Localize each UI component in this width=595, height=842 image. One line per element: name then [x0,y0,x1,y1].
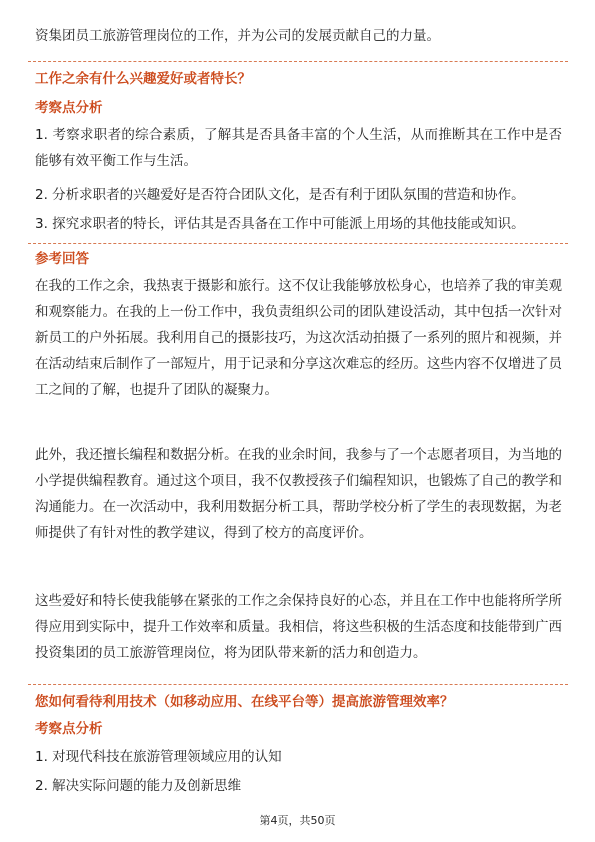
page-number: 第4页，共50页 [259,814,336,827]
analysis-item-5: 2. 解决实际问题的能力及创新思维 [35,778,242,794]
analysis-item-4: 1. 对现代科技在旅游管理领域应用的认知 [35,749,282,765]
question-heading-1: 工作之余有什么兴趣爱好或者特长？ [35,71,251,87]
analysis-title-1: 考察点分析 [35,100,103,116]
answer-paragraph-3: 这些爱好和特长使我能够在紧张的工作之余保持良好的心态，并且在工作中也能将所学所得应用到实际中，提升工作效率和质量。我相信，将这些积极的生活态度和技能带到广西投资集团的员工旅游管理岗位，将为团队带来新的活力和创造力。 [35,593,562,661]
intro-paragraph: 资集团员工旅游管理岗位的工作，并为公司的发展贡献自己的力量。 [35,28,440,44]
section-divider [28,61,568,62]
section-divider [28,243,568,244]
analysis-title-2: 考察点分析 [35,721,103,737]
analysis-item-1: 1. 考察求职者的综合素质，了解其是否具备丰富的个人生活，从而推断其在工作中是否能够有效平衡工作与生活。 [35,127,562,169]
answer-paragraph-1: 在我的工作之余，我热衷于摄影和旅行。这不仅让我能够放松身心，也培养了我的审美观和观察能力。在我的上一份工作中，我负责组织公司的团队建设活动，其中包括一次针对新员工的户外拓展。我利用自己的摄影技巧，为这次活动拍摄了一系列的照片和视频，并在活动结束后制作了一部短片，用于记录和分享这次难忘的经历。这些内容不仅增进了员工之间的了解，也提升了团队的凝聚力。 [35,278,562,398]
answer-paragraph-2: 此外，我还擅长编程和数据分析。在我的业余时间，我参与了一个志愿者项目，为当地的小学提供编程教育。通过这个项目，我不仅教授孩子们编程知识，也锻炼了自己的教学和沟通能力。在一次活动中，我利用数据分析工具，帮助学校分析了学生的表现数据，为老师提供了有针对性的教学建议，得到了校方的高度评价。 [35,447,562,541]
section-divider [28,684,568,685]
analysis-item-3: 3. 探究求职者的特长，评估其是否具备在工作中可能派上用场的其他技能或知识。 [35,216,525,232]
answer-title-1: 参考回答 [35,251,89,267]
question-heading-2: 您如何看待利用技术（如移动应用、在线平台等）提高旅游管理效率？ [35,694,454,710]
analysis-item-2: 2. 分析求职者的兴趣爱好是否符合团队文化，是否有利于团队氛围的营造和协作。 [35,187,525,203]
